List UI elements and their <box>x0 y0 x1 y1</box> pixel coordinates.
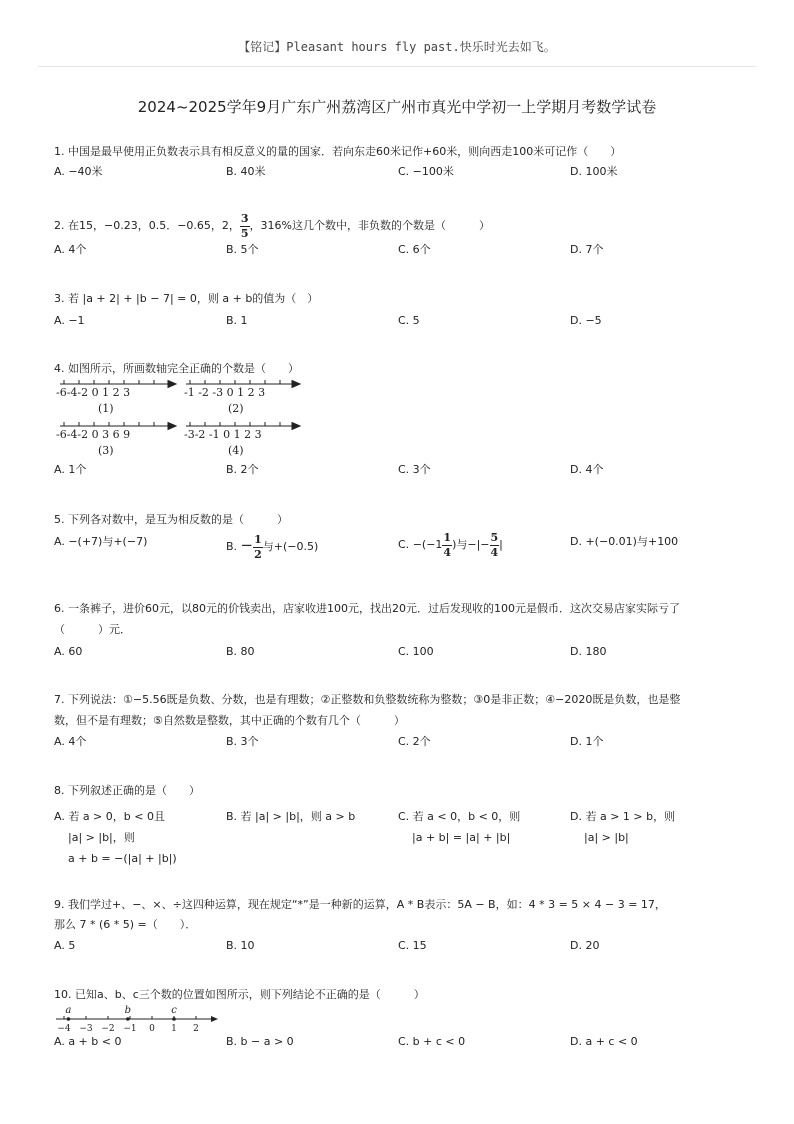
option-b-label: B. <box>226 540 238 553</box>
header-divider <box>38 66 756 67</box>
question-10-number-line <box>54 1003 224 1033</box>
question-2-option-c: C. 6个 <box>398 243 431 256</box>
question-3-stem: 3. 若 |a + 2| + |b − 7| = 0，则 a + b的值为（ ） <box>54 292 319 305</box>
question-4-option-b: B. 2个 <box>226 463 259 476</box>
question-8-option-a <box>54 806 177 869</box>
option-d-line-2: |a| > |b| <box>584 831 629 844</box>
question-5-option-b <box>226 530 318 562</box>
fraction-denominator: 4 <box>443 545 452 559</box>
question-2-stem-b: ，316%这几个数中，非负数的个数是（ ） <box>249 219 491 232</box>
axis-1-ticks: -6-4-2 0 1 2 3 <box>56 386 131 399</box>
question-5-option-a: A. −(+7)与+(−7) <box>54 535 148 548</box>
fraction-denominator: 5 <box>240 226 249 240</box>
tick-label: −1 <box>123 1024 137 1033</box>
question-1-option-a: A. −40米 <box>54 165 103 178</box>
point-label-b: b <box>124 1005 132 1016</box>
question-1-option-b: B. 40米 <box>226 165 266 178</box>
question-2-stem-a: 2. 在15，−0.23，0.5．−0.65，2， <box>54 219 240 232</box>
question-9-option-c: C. 15 <box>398 939 427 952</box>
option-c-label: C. <box>398 538 410 551</box>
option-d-line-1: D. 若 a > 1 > b，则 <box>570 810 676 823</box>
question-4-option-d: D. 4个 <box>570 463 604 476</box>
option-b-fraction <box>253 533 263 562</box>
axis-3-ticks: -6-4-2 0 3 6 9 <box>56 428 131 441</box>
tick-label: −2 <box>101 1024 115 1033</box>
question-1-option-c: C. −100米 <box>398 165 454 178</box>
fraction-numerator: 1 <box>443 530 452 544</box>
question-9-option-a: A. 5 <box>54 939 76 952</box>
question-6-stem-line-2: （ ）元． <box>54 623 131 636</box>
question-4-number-lines <box>54 376 314 458</box>
option-c-mid: )与−|− <box>452 538 490 551</box>
tick-label: 1 <box>171 1024 177 1033</box>
option-a-line-2: |a| > |b|，则 <box>68 831 135 844</box>
question-10-option-d: D. a + c < 0 <box>570 1035 638 1048</box>
question-7-option-d: D. 1个 <box>570 735 604 748</box>
fraction-numerator: 3 <box>240 211 249 225</box>
question-1-option-d: D. 100米 <box>570 165 618 178</box>
question-2-option-a: A. 4个 <box>54 243 87 256</box>
fraction-numerator: 5 <box>490 530 499 544</box>
question-3-option-d: D. −5 <box>570 314 602 327</box>
question-7-option-a: A. 4个 <box>54 735 87 748</box>
question-7-stem-line-2: 数，但不是有理数；⑤自然数是整数，其中正确的个数有几个（ ） <box>54 714 405 727</box>
axis-4-ticks: -3-2 -1 0 1 2 3 <box>184 428 262 441</box>
fraction-denominator: 4 <box>490 545 499 559</box>
question-1-stem: 1. 中国是最早使用正负数表示具有相反意义的量的国家．若向东走60米记作+60米，则向西走100米可记作（ ） <box>54 145 622 158</box>
question-2-option-d: D. 7个 <box>570 243 604 256</box>
option-c-line-1: C. 若 a < 0，b < 0，则 <box>398 810 521 823</box>
question-7-option-b: B. 3个 <box>226 735 259 748</box>
point-label-c: c <box>171 1005 177 1016</box>
question-10-option-a: A. a + b < 0 <box>54 1035 122 1048</box>
question-2-option-b: B. 5个 <box>226 243 259 256</box>
question-7-option-c: C. 2个 <box>398 735 431 748</box>
axis-3-caption: (3) <box>98 444 114 457</box>
question-2-stem <box>54 210 490 242</box>
question-6-option-c: C. 100 <box>398 645 434 658</box>
axis-2-ticks: -1 -2 -3 0 1 2 3 <box>184 386 266 399</box>
option-c-fraction-1 <box>442 531 452 560</box>
question-4-option-a: A. 1个 <box>54 463 87 476</box>
question-8-option-b <box>226 806 355 827</box>
question-3-option-b: B. 1 <box>226 314 248 327</box>
question-7-stem-line-1: 7. 下列说法：①−5.56既是负数、分数，也是有理数；②正整数和负整数统称为整数；③0是非正数；④−2020既是负数，也是整 <box>54 693 681 706</box>
question-10-option-b: B. b − a > 0 <box>226 1035 294 1048</box>
tick-label: 0 <box>149 1024 155 1033</box>
question-5-option-d: D. +(−0.01)与+100 <box>570 535 679 548</box>
option-b-line-1: B. 若 |a| > |b|，则 a > b <box>226 810 356 823</box>
tick-label: −4 <box>57 1024 71 1033</box>
axis-4-caption: (4) <box>228 444 244 457</box>
question-10-option-c: C. b + c < 0 <box>398 1035 466 1048</box>
point-c <box>172 1017 176 1021</box>
question-5-option-c <box>398 526 503 564</box>
axis-2-caption: (2) <box>228 402 244 415</box>
question-8-stem: 8. 下列叙述正确的是（ ） <box>54 784 200 797</box>
option-c-fraction-2 <box>490 531 500 560</box>
question-9-stem-line-2: 那么 7 * (6 * 5) =（ ）． <box>54 918 197 931</box>
question-6-option-b: B. 80 <box>226 645 255 658</box>
option-c-line-2: |a + b| = |a| + |b| <box>412 831 511 844</box>
tick-label: 2 <box>193 1024 199 1033</box>
option-b-rest: 与+(−0.5) <box>262 540 319 553</box>
question-9-stem-line-1: 9. 我们学过+、−、×、÷这四种运算，现在规定“*”是一种新的运算，A * B表示：5A − B，如：4 * 3 = 5 × 4 − 3 = 17， <box>54 898 666 911</box>
question-8-option-d <box>570 806 675 848</box>
question-3-option-c: C. 5 <box>398 314 420 327</box>
question-3-option-a: A. −1 <box>54 314 85 327</box>
question-8-option-c <box>398 806 520 848</box>
option-b-sign: − <box>240 536 254 554</box>
option-c-post: | <box>499 538 503 551</box>
question-10-stem: 10. 已知a、b、c三个数的位置如图所示，则下列结论不正确的是（ ） <box>54 988 425 1001</box>
page-title: 2024~2025学年9月广东广州荔湾区广州市真光中学初一上学期月考数学试卷 <box>137 98 657 116</box>
question-4-option-c: C. 3个 <box>398 463 431 476</box>
option-a-line-3: a + b = −(|a| + |b|) <box>68 852 177 865</box>
question-6-option-a: A. 60 <box>54 645 83 658</box>
tick-label: −3 <box>79 1024 93 1033</box>
fraction-numerator: 1 <box>254 532 262 546</box>
question-4-stem: 4. 如图所示，所画数轴完全正确的个数是（ ） <box>54 362 299 375</box>
question-6-option-d: D. 180 <box>570 645 607 658</box>
question-2-fraction <box>240 212 250 241</box>
axis-1-caption: (1) <box>98 402 114 415</box>
option-c-pre: −(−1 <box>412 538 443 551</box>
fraction-denominator: 2 <box>254 547 262 561</box>
question-9-option-d: D. 20 <box>570 939 600 952</box>
question-9-option-b: B. 10 <box>226 939 255 952</box>
point-a <box>67 1017 71 1021</box>
point-b <box>126 1017 130 1021</box>
option-a-line-1: A. 若 a > 0，b < 0且 <box>54 810 165 823</box>
question-6-stem-line-1: 6. 一条裤子，进价60元，以80元的价钱卖出，店家收进100元，找出20元．过后发现收的100元是假币．这次交易店家实际亏了 <box>54 602 680 615</box>
question-5-stem: 5. 下列各对数中，是互为相反数的是（ ） <box>54 513 288 526</box>
point-label-a: a <box>65 1005 72 1016</box>
header-motto: 【铭记】Pleasant hours fly past.快乐时光去如飞。 <box>238 40 556 54</box>
